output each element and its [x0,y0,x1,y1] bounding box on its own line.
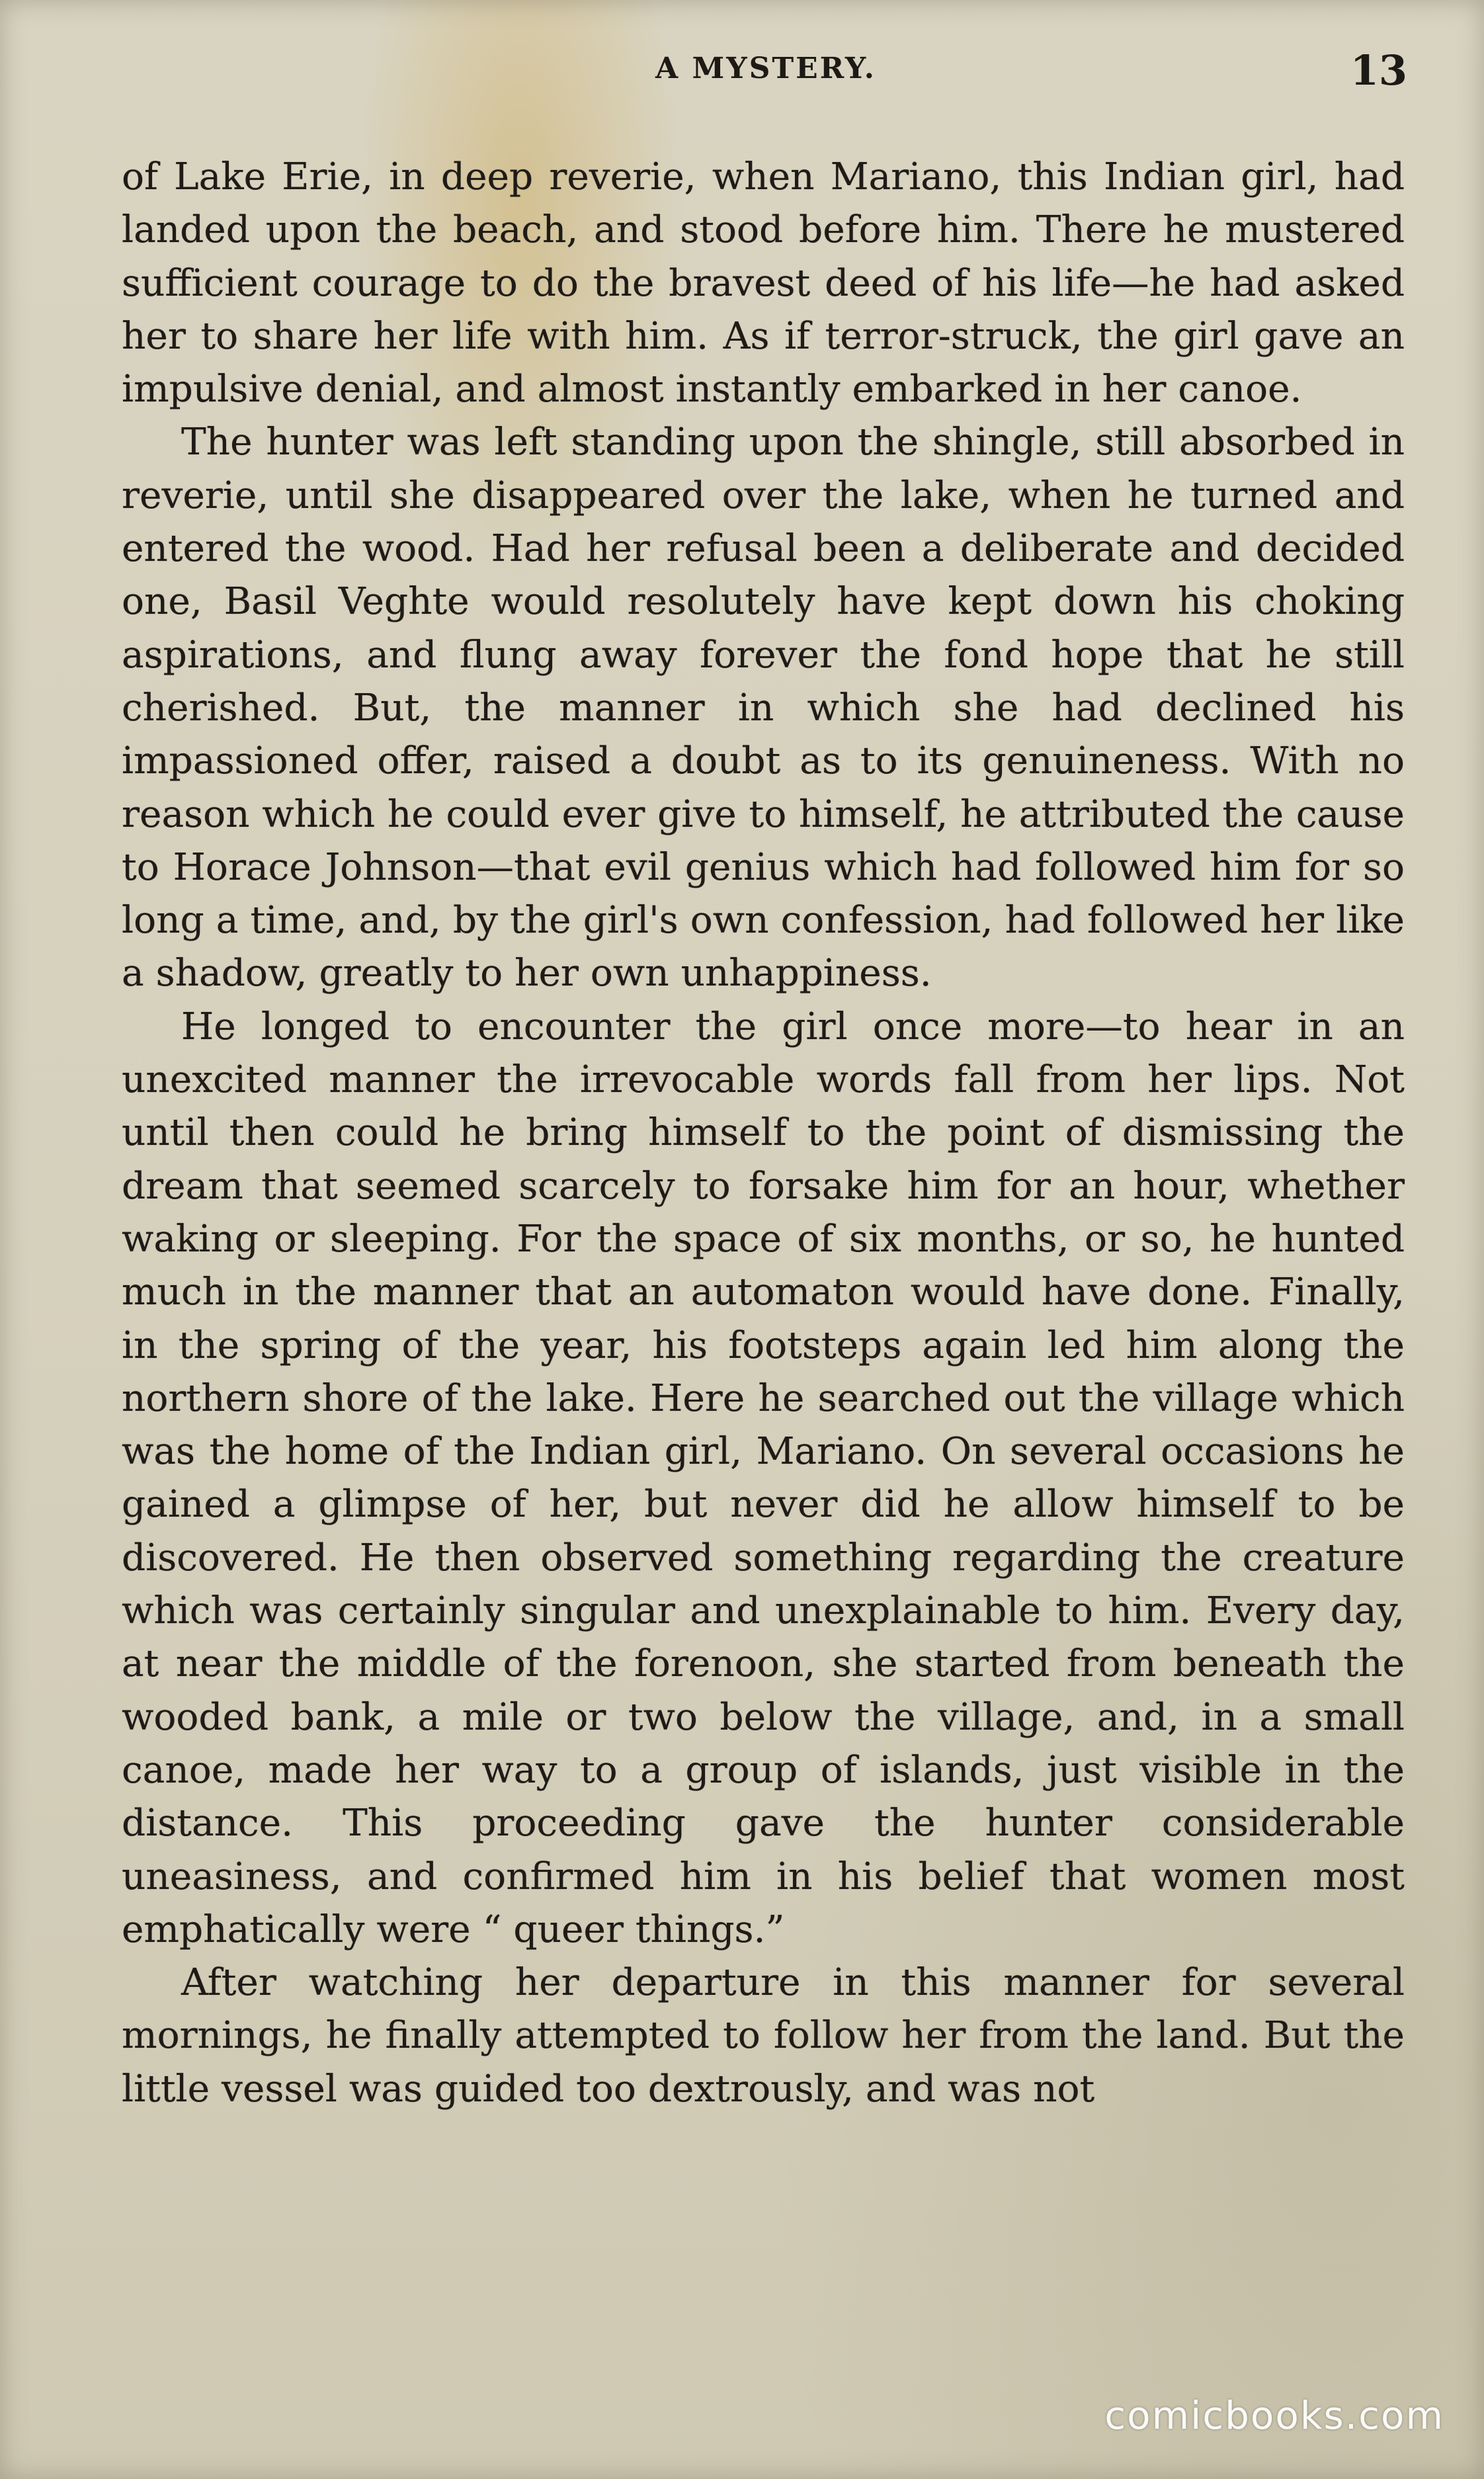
running-head: A MYSTERY. [655,52,876,85]
paragraph-3: He longed to encounter the girl once more—to hear in an unexcited manner the irrevocable words fall from her lips. Not until then could he bring himself to the point of dismissing the dream that seemed scarcely to forsake him for an hour, whether waking or sleeping. For the space of six months, or so, he hunted much in the manner that an automaton would have done. Finally, in the spring of the year, his footsteps again led him along the northern shore of the lake. Here he searched out the village which was the home of the Indian girl, Mariano. On several occasions he gained a glimpse of her, but never did he allow himself to be discovered. He then observed something regarding the creature which was certainly singular and unexplainable to him. Every day, at near the middle of the forenoon, she started from beneath the wooded bank, a mile or two below the village, and, in a small canoe, made her way to a group of islands, just visible in the distance. This proceeding gave the hunter considerable uneasiness, and confirmed him in his belief that women most emphatically were “ queer things.” [122,1005,1405,1951]
page-header [124,46,1407,106]
watermark: comicbooks.com [1104,2393,1444,2438]
paragraph-2: The hunter was left standing upon the shingle, still absorbed in reverie, until she disappeared over the lake, when he turned and entered the wood. Had her refusal been a deliberate and decided one, Basil Veghte would resolutely have kept down his choking aspirations, and flung away forever the fond hope that he still cherished. But, the manner in which she had declined his impassioned offer, raised a doubt as to its genuineness. With no reason which he could ever give to himself, he attributed the cause to Horace Johnson—that evil genius which had followed him for so long a time, and, by the girl's own confession, had followed her like a shadow, greatly to her own unhappiness. [122,421,1405,995]
paragraph-1: of Lake Erie, in deep reverie, when Mariano, this Indian girl, had landed upon the beach, and stood before him. There he mustered sufficient courage to do the bravest deed of his life—he had asked her to share her life with him. As if terror-struck, the girl gave an impulsive denial, and almost instantly embarked in her canoe. [122,155,1405,411]
page-number: 13 [1350,46,1407,95]
paragraph-4: After watching her departure in this manner for several mornings, he finally attempted to follow her from the land. But the little vessel was guided too dextrously, and was not [122,1961,1405,2111]
body-text [122,151,1405,2116]
